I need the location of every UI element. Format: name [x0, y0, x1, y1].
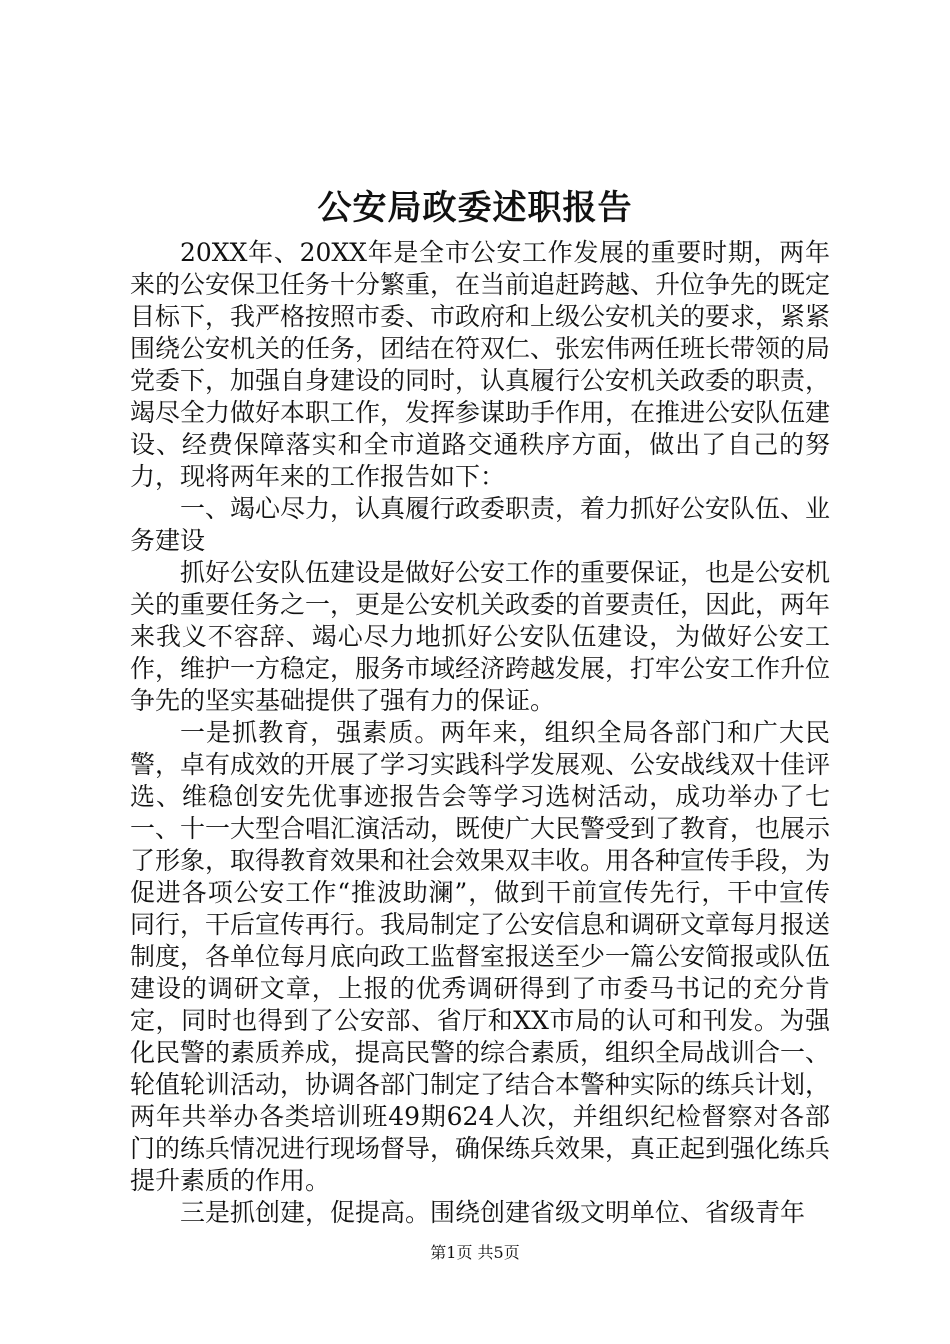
document-title: 公安局政委述职报告 — [317, 188, 633, 228]
paragraph-education: 一是抓教育，强素质。两年来，组织全局各部门和广大民警，卓有成效的开展了学习实践科学发展观、公安战线双十佳评选、维稳创安先优事迹报告会等学习选树活动，成功举办了七一、十一大型合唱汇演活动，既使广大民警受到了教育，也展示了形象，取得教育效果和社会效果双丰收。用各种宣传手段，为促进各项公安工作“推波助澜”，做到干前宣传先行，干中宣传同行，干后宣传再行。我局制定了公安信息和调研文章每月报送制度，各单位每月底向政工监督室报送至少一篇公安简报或队伍建设的调研文章，上报的优秀调研得到了市委马书记的充分肯定，同时也得到了公安部、省厅和XX市局的认可和刊发。为强化民警的素质养成，提高民警的综合素质，组织全局战训合一、轮值轮训活动，协调各部门制定了结合本警种实际的练兵计划，两年共举办各类培训班49期624人次，并组织纪检督察对各部门的练兵情况进行现场督导，确保练兵效果，真正起到强化练兵提升素质的作用。 — [130, 718, 831, 1195]
section-heading-1: 一、竭心尽力，认真履行政委职责，着力抓好公安队伍、业务建设 — [130, 494, 831, 555]
paragraph-team-building: 抓好公安队伍建设是做好公安工作的重要保证，也是公安机关的重要任务之一，更是公安机关政委的首要责任，因此，两年来我义不容辞、竭心尽力地抓好公安队伍建设，为做好公安工作，维护一方稳定，服务市域经济跨越发展，打牢公安工作升位争先的坚实基础提供了强有力的保证。 — [130, 558, 831, 715]
document-body — [130, 237, 830, 1229]
paragraph-intro: 20XX年、20XX年是全市公安工作发展的重要时期，两年来的公安保卫任务十分繁重，在当前追赶跨越、升位争先的既定目标下，我严格按照市委、市政府和上级公安机关的要求，紧紧围绕公安机关的任务，团结在符双仁、张宏伟两任班长带领的局党委下，加强自身建设的同时，认真履行公安机关政委的职责，竭尽全力做好本职工作，发挥参谋助手作用，在推进公安队伍建设、经费保障落实和全市道路交通秩序方面，做出了自己的努力，现将两年来的工作报告如下： — [130, 238, 831, 491]
page-number-footer: 第1页 共5页 — [430, 1243, 520, 1262]
paragraph-creation: 三是抓创建，促提高。围绕创建省级文明单位、省级青年 — [180, 1198, 806, 1227]
